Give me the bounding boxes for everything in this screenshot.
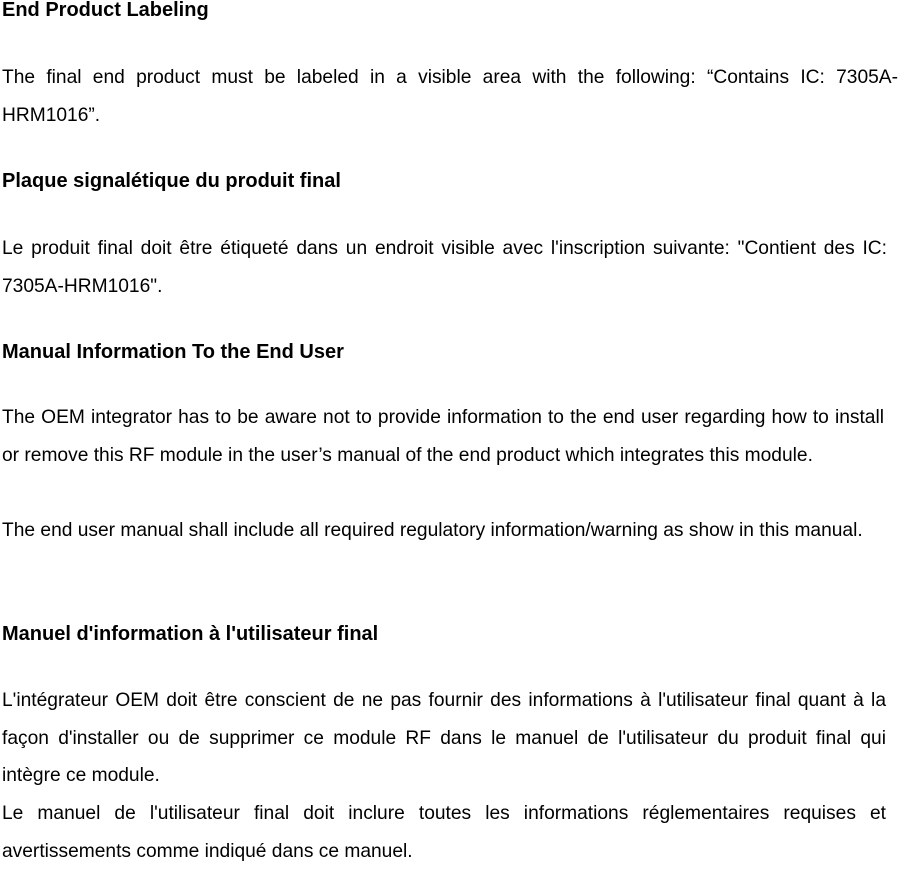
manuel-information-heading: Manuel d'information à l'utilisateur final [2, 623, 379, 645]
plaque-signaletique-heading: Plaque signalétique du produit final [2, 170, 341, 192]
manuel-information-paragraph-1: L'intégrateur OEM doit être conscient de ne pas fournir des informations à l'utilisateur final quant à la façon d'installer ou de supprimer ce module RF dans le manuel de l'utilisateur du produit final qui intègre ce module. [2, 690, 886, 786]
manual-information-paragraph-2: The end user manual shall include all required regulatory information/warning as show in this manual. [2, 520, 863, 541]
manuel-information-paragraph-2: Le manuel de l'utilisateur final doit inclure toutes les informations réglementaires requises et avertissements comme indiqué dans ce manuel. [2, 803, 886, 862]
plaque-signaletique-paragraph: Le produit final doit être étiqueté dans un endroit visible avec l'inscription suivante: "Contient des IC: 7305A-HRM1016". [2, 238, 887, 297]
end-product-labeling-paragraph: The final end product must be labeled in a visible area with the following: “Contains IC: 7305A-HRM1016”. [2, 67, 898, 126]
manual-information-paragraph-1: The OEM integrator has to be aware not to provide information to the end user regarding how to install or remove this RF module in the user’s manual of the end product which integrates this module. [2, 407, 884, 466]
end-product-labeling-heading: End Product Labeling [2, 0, 209, 21]
manual-information-heading: Manual Information To the End User [2, 341, 344, 363]
